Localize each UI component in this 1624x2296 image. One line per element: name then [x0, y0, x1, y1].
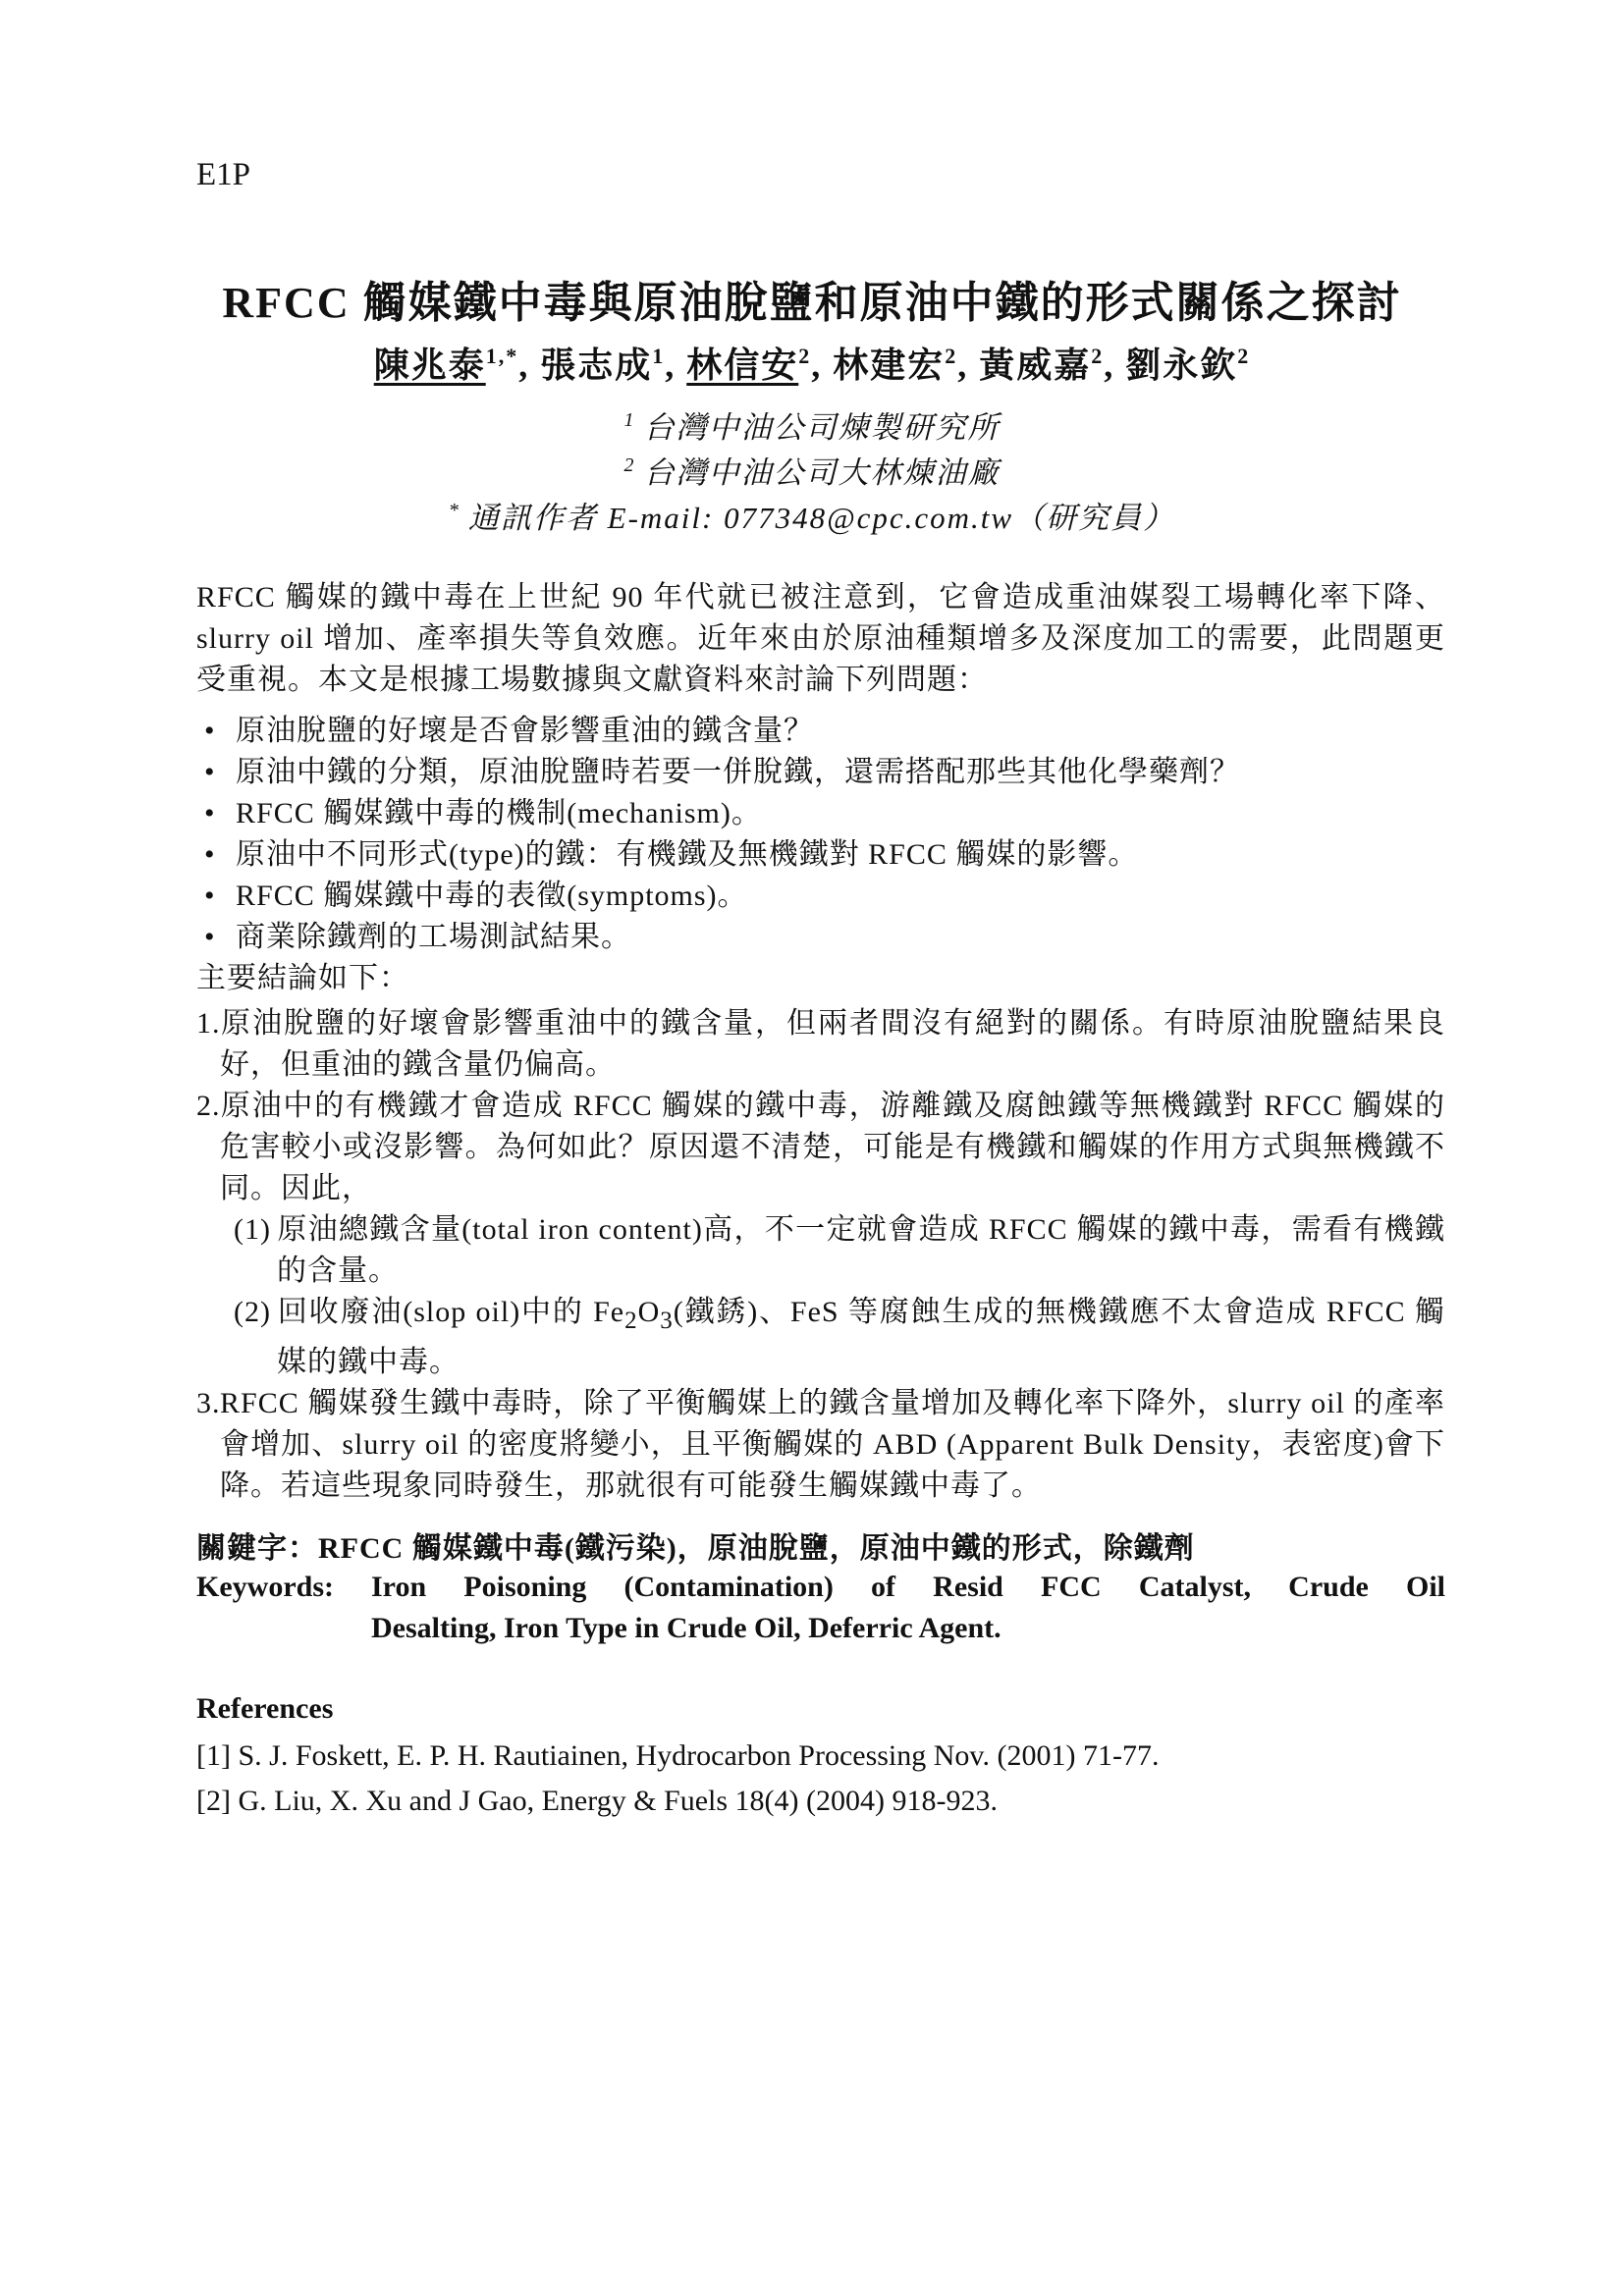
list-item: • 原油中鐵的分類，原油脫鹽時若要一併脫鐵，還需搭配那些其他化學藥劑？ [204, 752, 1445, 793]
item-text: 原油脫鹽的好壞會影響重油中的鐵含量，但兩者間沒有絕對的關係。有時原油脫鹽結果良好，但重油的鐵含量仍偏高。 [220, 1007, 1445, 1081]
affiliation-mark: * [448, 500, 460, 521]
subitem-number: (1) [234, 1213, 271, 1246]
conclusion-item [196, 1383, 1445, 1507]
references-heading: References [196, 1692, 334, 1725]
keywords-line: Desalting, Iron Type in Crude Oil, Deferric Agent. [371, 1612, 1001, 1644]
author [540, 346, 686, 385]
author-name: 劉永欽 [1125, 346, 1238, 385]
author-name: 陳兆泰 [373, 346, 486, 385]
corresponding-author [0, 493, 1624, 537]
keywords-text [371, 1567, 1445, 1649]
affiliation-text: 通訊作者 E-mail: 077348@cpc.com.tw（研究員） [467, 501, 1176, 535]
author-affiliation-mark: 2 [1237, 344, 1251, 368]
list-item: • 原油脫鹽的好壞是否會影響重油的鐵含量？ [204, 711, 1445, 752]
conclusions-heading: 主要結論如下： [196, 962, 409, 994]
keywords-english [196, 1567, 1445, 1649]
subitem-text: 原油總鐵含量(total iron content)高，不一定就會造成 RFCC 觸媒的鐵中毒，需看有機鐵的含量。 [277, 1213, 1445, 1287]
subitem-text-post: (鐵銹)、FeS 等腐蝕生成的無機鐵應不太會造成 RFCC 觸媒的鐵中毒。 [277, 1296, 1445, 1378]
affiliation-mark: 1 [623, 409, 636, 431]
affiliation [0, 448, 1624, 492]
conclusion-subitem [234, 1292, 1445, 1383]
conclusion-subitem [234, 1209, 1445, 1292]
author-name: 張志成 [540, 346, 653, 385]
affiliation-mark: 2 [623, 454, 636, 476]
author-affiliation-mark: 1,* [485, 344, 519, 368]
author-separator: , [665, 346, 687, 385]
subitem-text-mid: O [637, 1296, 661, 1328]
author-affiliation-mark: 2 [945, 344, 958, 368]
references-list [196, 1734, 1445, 1824]
author [686, 346, 833, 385]
author-separator: , [518, 346, 541, 385]
item-number: 1. [196, 1007, 221, 1040]
list-item: • RFCC 觸媒鐵中毒的表徵(symptoms)。 [204, 876, 1445, 917]
author-affiliation-mark: 2 [1091, 344, 1105, 368]
conclusion-item [196, 1086, 1445, 1209]
affiliation-text: 台灣中油公司大林煉油廠 [643, 455, 1001, 490]
list-item: • 商業除鐵劑的工場測試結果。 [204, 917, 1445, 958]
author-name: 林信安 [686, 346, 799, 385]
paper-code: E1P [196, 157, 251, 192]
keywords-label: Keywords: [196, 1571, 334, 1603]
subscript: 3 [660, 1308, 674, 1334]
abstract-paragraph: RFCC 觸媒的鐵中毒在上世紀 90 年代就已被注意到，它會造成重油媒裂工場轉化率下降、slurry oil 增加、產率損失等負效應。近年來由於原油種類增多及深度加工的需要，此問題更受重視。本文是根據工場數據與文獻資料來討論下列問題： [196, 581, 1445, 696]
author-affiliation-mark: 1 [652, 344, 666, 368]
author [979, 346, 1125, 385]
reference-item: [1] S. J. Foskett, E. P. H. Rautiainen, Hydrocarbon Processing Nov. (2001) 71-77. [196, 1739, 1160, 1772]
item-text: 原油中的有機鐵才會造成 RFCC 觸媒的鐵中毒，游離鐵及腐蝕鐵等無機鐵對 RFCC 觸媒的危害較小或沒影響。為何如此？原因還不清楚，可能是有機鐵和觸媒的作用方式與無機鐵不同。因此， [220, 1090, 1445, 1204]
keywords-chinese: 關鍵字：RFCC 觸媒鐵中毒(鐵污染)，原油脫鹽，原油中鐵的形式，除鐵劑 [196, 1532, 1195, 1565]
author-list [0, 338, 1624, 388]
keywords-line: Iron Poisoning (Contamination) of Resid FCC Catalyst, Crude Oil [371, 1571, 1445, 1603]
subitem-text-pre: 回收廢油(slop oil)中的 Fe [277, 1296, 625, 1328]
item-text: RFCC 觸媒發生鐵中毒時，除了平衡觸媒上的鐵含量增加及轉化率下降外，slurry oil 的產率會增加、slurry oil 的密度將變小，且平衡觸媒的 ABD (Apparent Bulk Density，表密度)會下降。若這些現象同時發生，那就很有可能發生觸媒鐵中毒了。 [220, 1387, 1445, 1502]
subscript: 2 [624, 1308, 638, 1334]
author [1125, 346, 1250, 385]
item-number: 2. [196, 1090, 221, 1122]
subitem-number: (2) [234, 1296, 271, 1328]
author-affiliation-mark: 2 [798, 344, 812, 368]
author-separator: , [811, 346, 834, 385]
author [833, 346, 979, 385]
author-separator: , [957, 346, 980, 385]
author-name: 黃威嘉 [979, 346, 1092, 385]
conclusions-list [196, 1003, 1445, 1507]
question-list [204, 711, 1445, 958]
affiliation [0, 402, 1624, 447]
affiliation-text: 台灣中油公司煉製研究所 [643, 410, 1001, 445]
paper-title: RFCC 觸媒鐵中毒與原油脫鹽和原油中鐵的形式關係之探討 [222, 279, 1402, 327]
reference-item: [2] G. Liu, X. Xu and J Gao, Energy & Fuels 18(4) (2004) 918-923. [196, 1785, 998, 1817]
author-separator: , [1104, 346, 1126, 385]
author-name: 林建宏 [833, 346, 946, 385]
list-item: • 原油中不同形式(type)的鐵：有機鐵及無機鐵對 RFCC 觸媒的影響。 [204, 834, 1445, 876]
list-item: • RFCC 觸媒鐵中毒的機制(mechanism)。 [204, 793, 1445, 834]
item-number: 3. [196, 1387, 221, 1419]
conclusion-item [196, 1003, 1445, 1086]
author [374, 346, 541, 385]
